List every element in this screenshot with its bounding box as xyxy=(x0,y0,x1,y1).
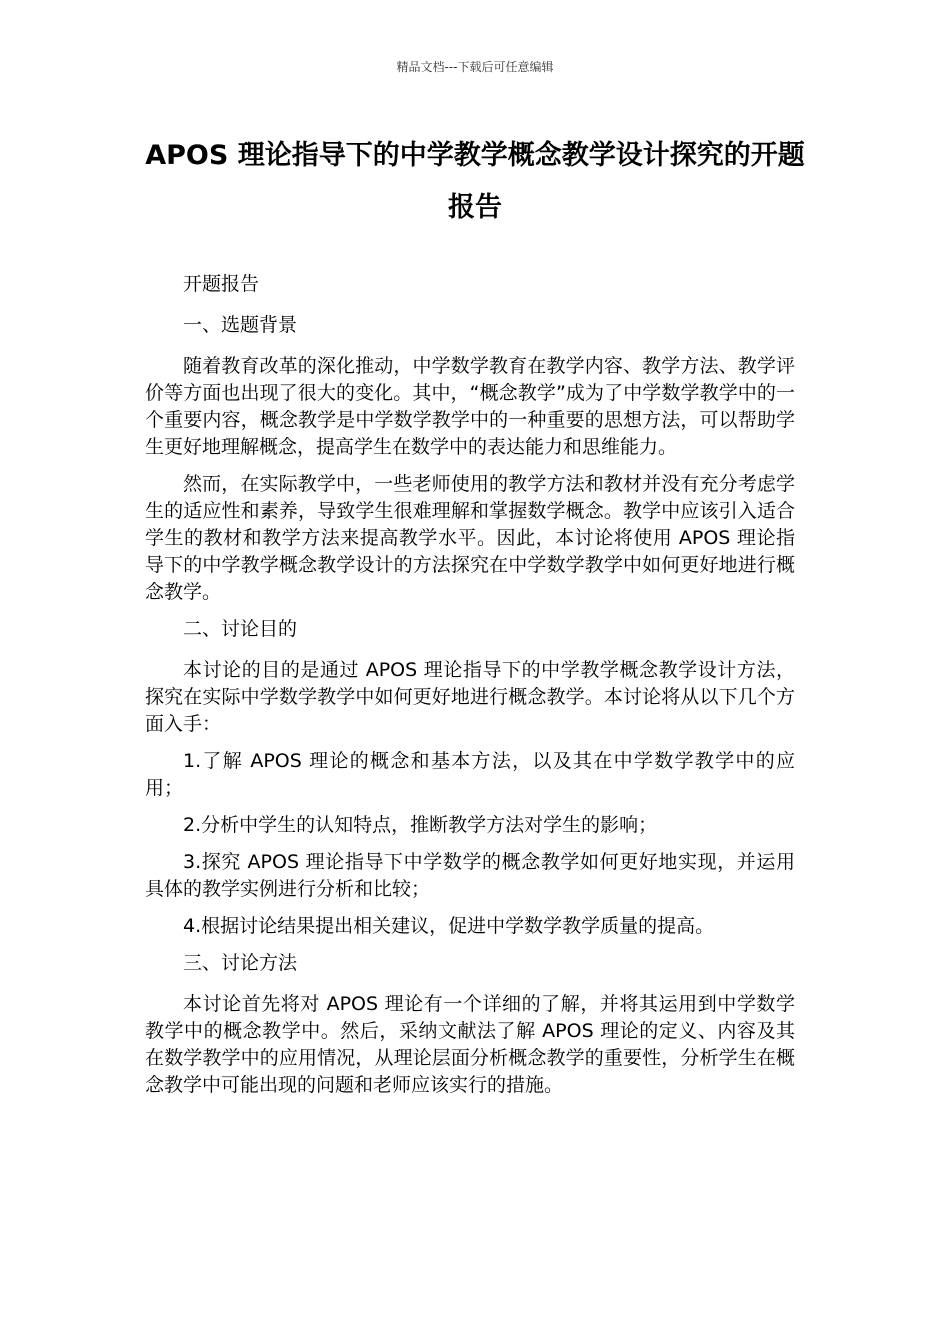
paragraph-background-1: 随着教育改革的深化推动，中学数学教育在教学内容、教学方法、教学评价等方面也出现了很大的变化。其中，“概念教学”成为了中学数学教学中的一个重要内容，概念教学是中学数学教学中的一种重要的思想方法，可以帮助学生更好地理解概念，提高学生在数学中的表达能力和思维能力。 xyxy=(145,355,795,458)
paragraph-purpose-intro: 本讨论的目的是通过 APOS 理论指导下的中学教学概念教学设计方法，探究在实际中学数学教学中如何更好地进行概念教学。本讨论将从以下几个方面入手： xyxy=(145,659,795,735)
paragraph-method-1: 本讨论首先将对 APOS 理论有一个详细的了解，并将其运用到中学数学教学中的概念教学中。然后，采纳文献法了解 APOS 理论的定义、内容及其在数学教学中的应用情况，从理论层面分析概念教学的重要性，分析学生在概念教学中可能出现的问题和老师应该实行的措施。 xyxy=(145,993,795,1096)
list-item-purpose-1: 1.了解 APOS 理论的概念和基本方法，以及其在中学数学教学中的应用； xyxy=(145,750,795,799)
section-heading-purpose: 二、讨论目的 xyxy=(183,618,298,640)
list-item-purpose-3: 3.探究 APOS 理论指导下中学数学的概念教学如何更好地实现，并运用具体的教学实例进行分析和比较； xyxy=(145,851,795,900)
document-title: APOS 理论指导下的中学教学概念教学设计探究的开题报告 xyxy=(145,140,805,223)
section-heading-method: 三、讨论方法 xyxy=(183,952,298,974)
page-header-note: 精品文档---下载后可任意编辑 xyxy=(396,60,554,74)
list-item-purpose-2: 2.分析中学生的认知特点，推断教学方法对学生的影响； xyxy=(183,814,658,836)
document-body xyxy=(145,271,795,1109)
section-heading-background: 一、选题背景 xyxy=(183,314,298,336)
list-item-purpose-4: 4.根据讨论结果提出相关建议，促进中学数学教学质量的提高。 xyxy=(183,915,715,937)
paragraph-background-2: 然而，在实际教学中，一些老师使用的教学方法和教材并没有充分考虑学生的适应性和素养，导致学生很难理解和掌握数学概念。教学中应该引入适合学生的教材和教学方法来提高教学水平。因此，本讨论将使用 APOS 理论指导下的中学教学概念教学设计的方法探究在中学数学教学中如何更好地进行概念教学。 xyxy=(145,473,795,603)
section-label-report: 开题报告 xyxy=(183,273,260,295)
